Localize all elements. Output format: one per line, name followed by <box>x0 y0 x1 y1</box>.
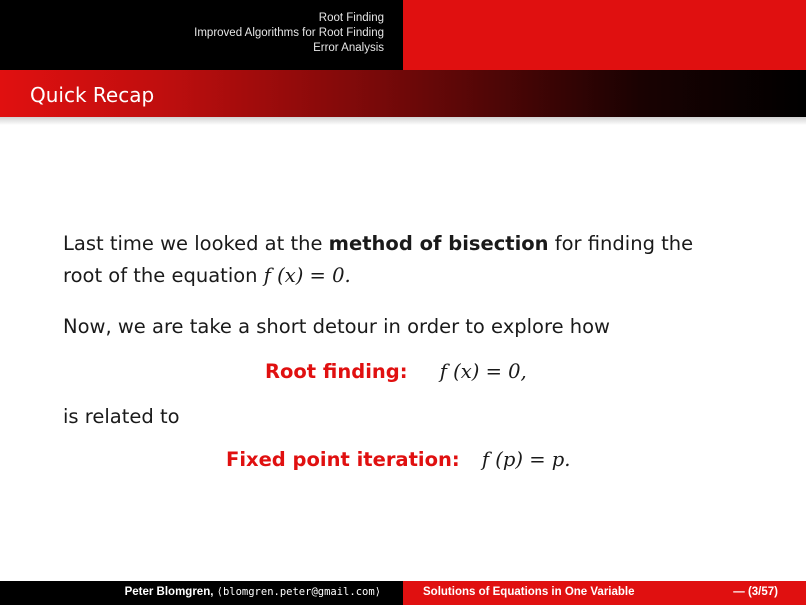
fixed-point-row <box>226 448 570 471</box>
recap-text: Last time we looked at the <box>63 232 329 255</box>
footer-left-panel <box>0 581 403 605</box>
recap-line-1 <box>63 228 743 260</box>
bisection-term: method of bisection <box>328 232 549 255</box>
section-navigation <box>194 11 384 56</box>
fixed-point-label: Fixed point iteration: <box>226 448 460 471</box>
root-finding-equation: f (x) = 0, <box>439 360 527 383</box>
footer-talk-title: Solutions of Equations in One Variable <box>423 586 635 598</box>
recap-line-2 <box>63 260 743 292</box>
author-name: Peter Blomgren, <box>124 586 214 598</box>
related-text: is related to <box>63 405 180 428</box>
recap-text-line2: root of the equation <box>63 264 264 287</box>
footer-right-panel <box>403 581 806 605</box>
title-shadow <box>0 117 806 125</box>
detour-paragraph: Now, we are take a short detour in order to explore how <box>63 315 610 338</box>
root-finding-label: Root finding: <box>265 360 408 383</box>
section-link-root-finding[interactable]: Root Finding <box>318 12 384 24</box>
header-left-panel <box>0 0 403 70</box>
fixed-point-equation: f (p) = p. <box>481 448 571 471</box>
section-link-improved-algorithms[interactable]: Improved Algorithms for Root Finding <box>194 27 384 39</box>
root-finding-row <box>265 360 527 383</box>
frame-title: Quick Recap <box>30 83 155 107</box>
section-link-error-analysis[interactable]: Error Analysis <box>313 42 384 54</box>
recap-text-suffix: for finding the <box>548 232 694 255</box>
frame-title-bar <box>0 70 806 117</box>
author-email: ⟨blomgren.peter@gmail.com⟩ <box>216 586 381 598</box>
recap-paragraph <box>63 228 743 292</box>
footer-page-number: — (3/57) <box>733 586 778 598</box>
footer-author <box>125 586 381 598</box>
slide-header <box>0 0 806 70</box>
header-right-panel <box>403 0 806 70</box>
equation-fx-zero: f (x) = 0. <box>263 264 351 287</box>
